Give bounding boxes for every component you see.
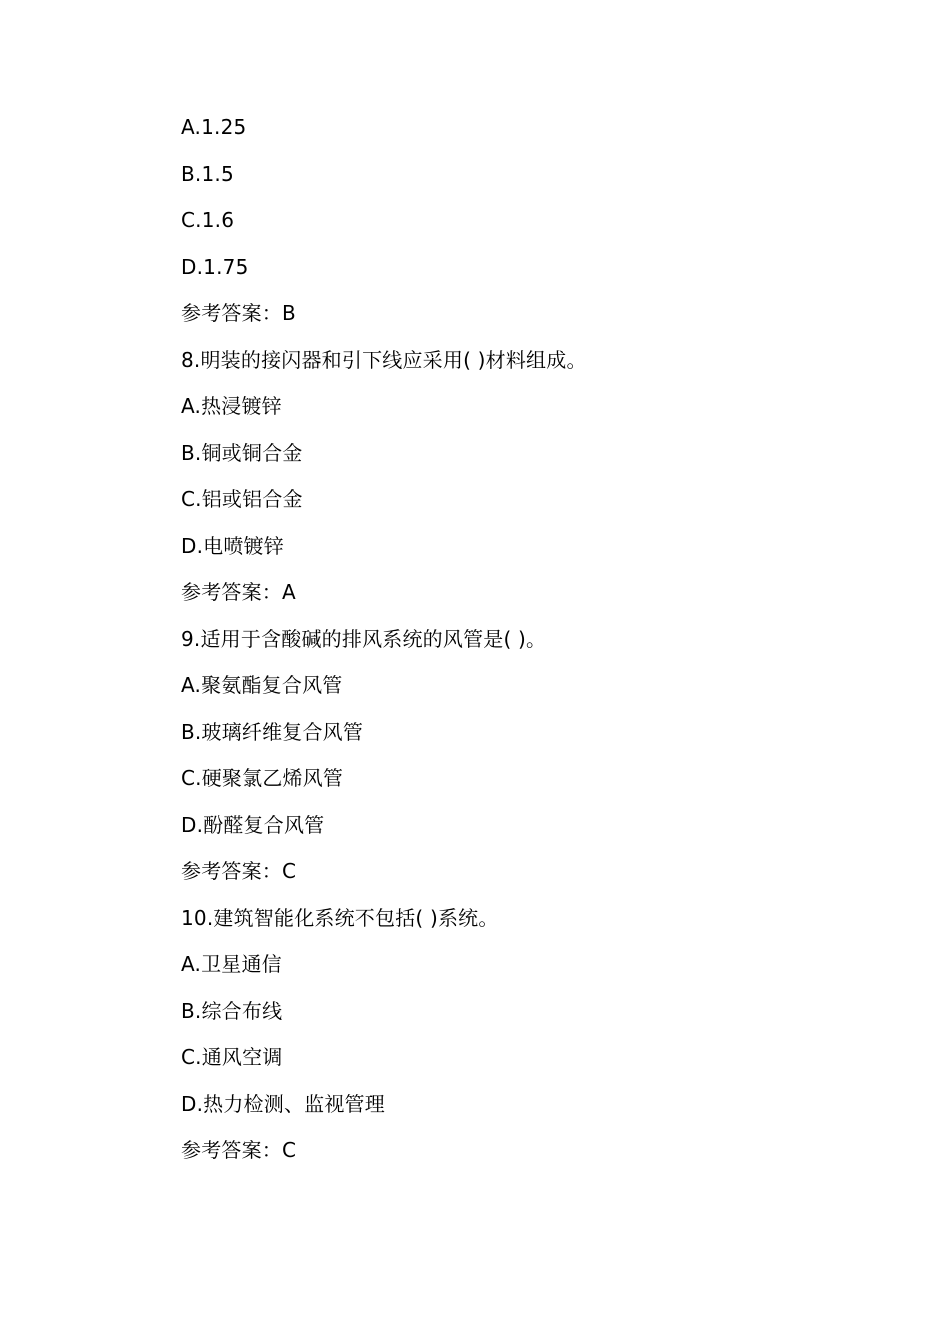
option-c-q9: C.硬聚氯乙烯风管 — [181, 766, 344, 790]
option-b-q7: B.1.5 — [181, 161, 234, 186]
option-b-q10: B.综合布线 — [181, 998, 283, 1023]
option-d-q10: D.热力检测、监视管理 — [181, 1091, 385, 1116]
option-a-q8: A.热浸镀锌 — [181, 394, 282, 418]
option-a-q10: A.卫星通信 — [181, 952, 282, 976]
option-b-q9: B.玻璃纤维复合风管 — [181, 719, 364, 744]
option-c-q8: C.铝或铝合金 — [181, 487, 303, 511]
question-10: 10.建筑智能化系统不包括( )系统。 — [181, 905, 499, 930]
answer-q8: 参考答案：A — [181, 580, 296, 604]
answer-q7: 参考答案：B — [181, 301, 296, 325]
option-d-q8: D.电喷镀锌 — [181, 533, 284, 558]
option-d-q7: D.1.75 — [181, 254, 249, 279]
option-a-q7: A.1.25 — [181, 115, 247, 139]
answer-q10: 参考答案：C — [181, 1138, 297, 1162]
question-content — [181, 112, 801, 1182]
question-9: 9.适用于含酸碱的排风系统的风管是( )。 — [181, 626, 547, 651]
option-b-q8: B.铜或铜合金 — [181, 440, 303, 465]
option-c-q10: C.通风空调 — [181, 1045, 283, 1069]
option-c-q7: C.1.6 — [181, 208, 235, 232]
option-a-q9: A.聚氨酯复合风管 — [181, 673, 343, 697]
option-d-q9: D.酚醛复合风管 — [181, 812, 325, 837]
answer-q9: 参考答案：C — [181, 859, 297, 883]
question-8: 8.明装的接闪器和引下线应采用( )材料组成。 — [181, 347, 587, 372]
